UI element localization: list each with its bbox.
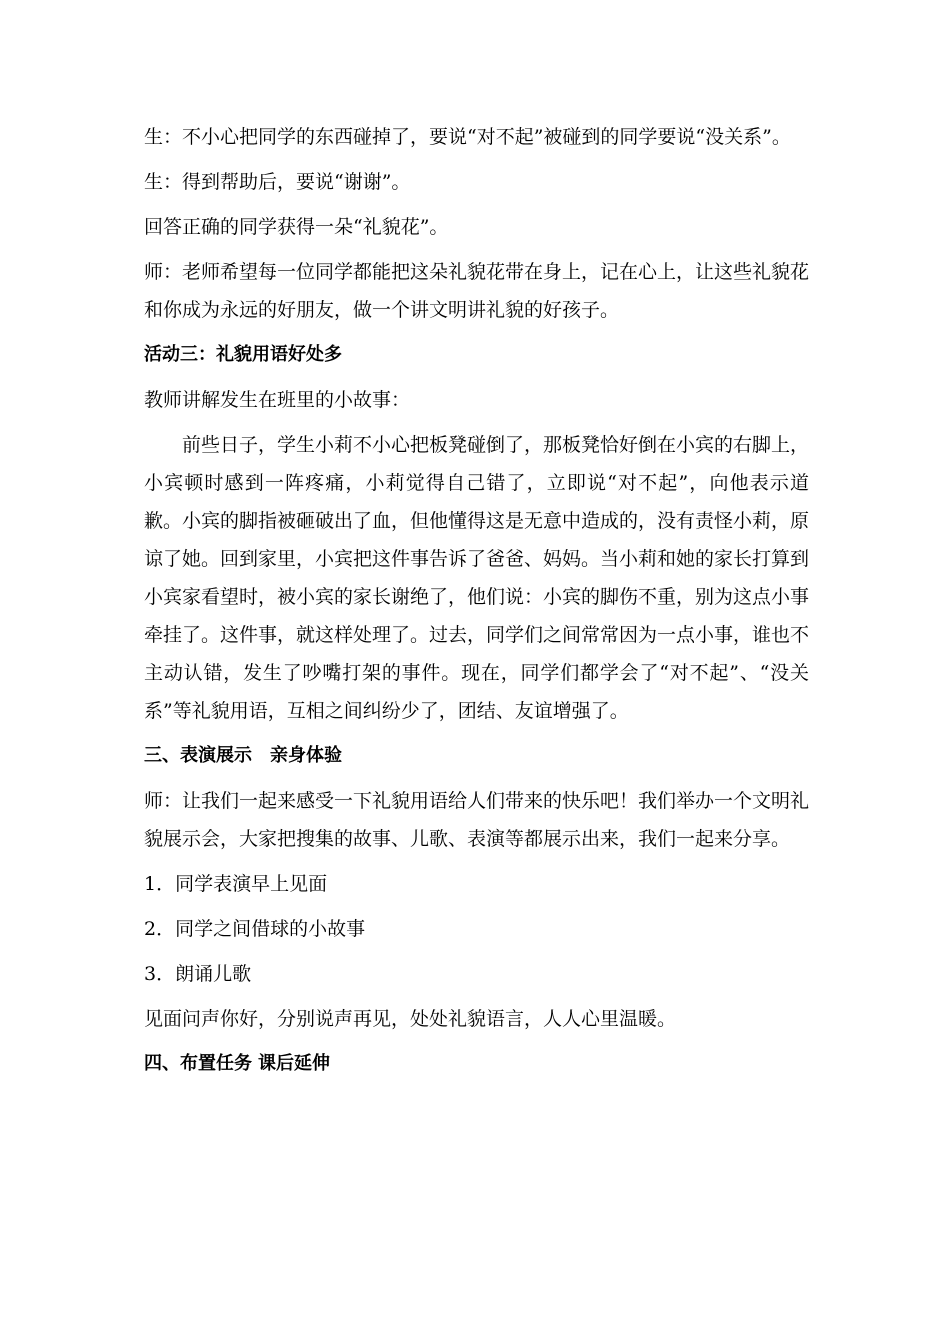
list-item-3: 3．朗诵儿歌 [144,963,252,985]
heading-activity-three: 活动三：礼貌用语好处多 [144,344,342,365]
paragraph-rhyme: 见面问声你好，分别说声再见，处处礼貌语言，人人心里温暖。 [144,1008,677,1030]
paragraph-student-sorry: 生：不小心把同学的东西碰掉了，要说“对不起”被碰到的同学要说“没关系”。 [144,126,791,148]
heading-section-four-part1: 四、布置任务 [144,1053,252,1074]
paragraph-reward: 回答正确的同学获得一朵“礼貌花”。 [144,216,449,238]
paragraph-student-thanks: 生：得到帮助后，要说“谢谢”。 [144,171,411,193]
paragraph-teacher-hope: 师：老师希望每一位同学都能把这朵礼貌花带在身上，记在心上，让这些礼貌花和你成为永远的好朋友，做一个讲文明讲礼貌的好孩子。 [144,261,810,321]
list-item-2: 2．同学之间借球的小故事 [144,918,366,940]
heading-section-three-part1: 三、表演展示 [144,745,252,766]
list-item-1: 1．同学表演早上见面 [144,873,328,895]
paragraph-story: 前些日子，学生小莉不小心把板凳碰倒了，那板凳恰好倒在小宾的右脚上，小宾顿时感到一阵疼痛，小莉觉得自己错了，立即说“对不起”，向他表示道歉。小宾的脚指被砸破出了血，但他懂得这是无意中造成的，没有责怪小莉，原谅了她。回到家里，小宾把这件事告诉了爸爸、妈妈。当小莉和她的家长打算到小宾家看望时，被小宾的家长谢绝了，他们说：小宾的脚伤不重，别为这点小事牵挂了。这件事，就这样处理了。过去，同学们之间常常因为一点小事，谁也不主动认错，发生了吵嘴打架的事件。现在，同学们都学会了“对不起”、“没关系”等礼貌用语，互相之间纠纷少了，团结、友谊增强了。 [144,434,810,722]
paragraph-teacher-showcase: 师：让我们一起来感受一下礼貌用语给人们带来的快乐吧！我们举办一个文明礼貌展示会，大家把搜集的故事、儿歌、表演等都展示出来，我们一起来分享。 [144,790,810,850]
heading-section-four-part2: 课后延伸 [258,1053,330,1074]
heading-section-three-part2: 亲身体验 [270,745,342,766]
document-page [144,118,809,1090]
paragraph-teacher-story-intro: 教师讲解发生在班里的小故事： [144,389,411,411]
heading-section-four [144,1045,809,1083]
heading-section-three [144,737,809,775]
